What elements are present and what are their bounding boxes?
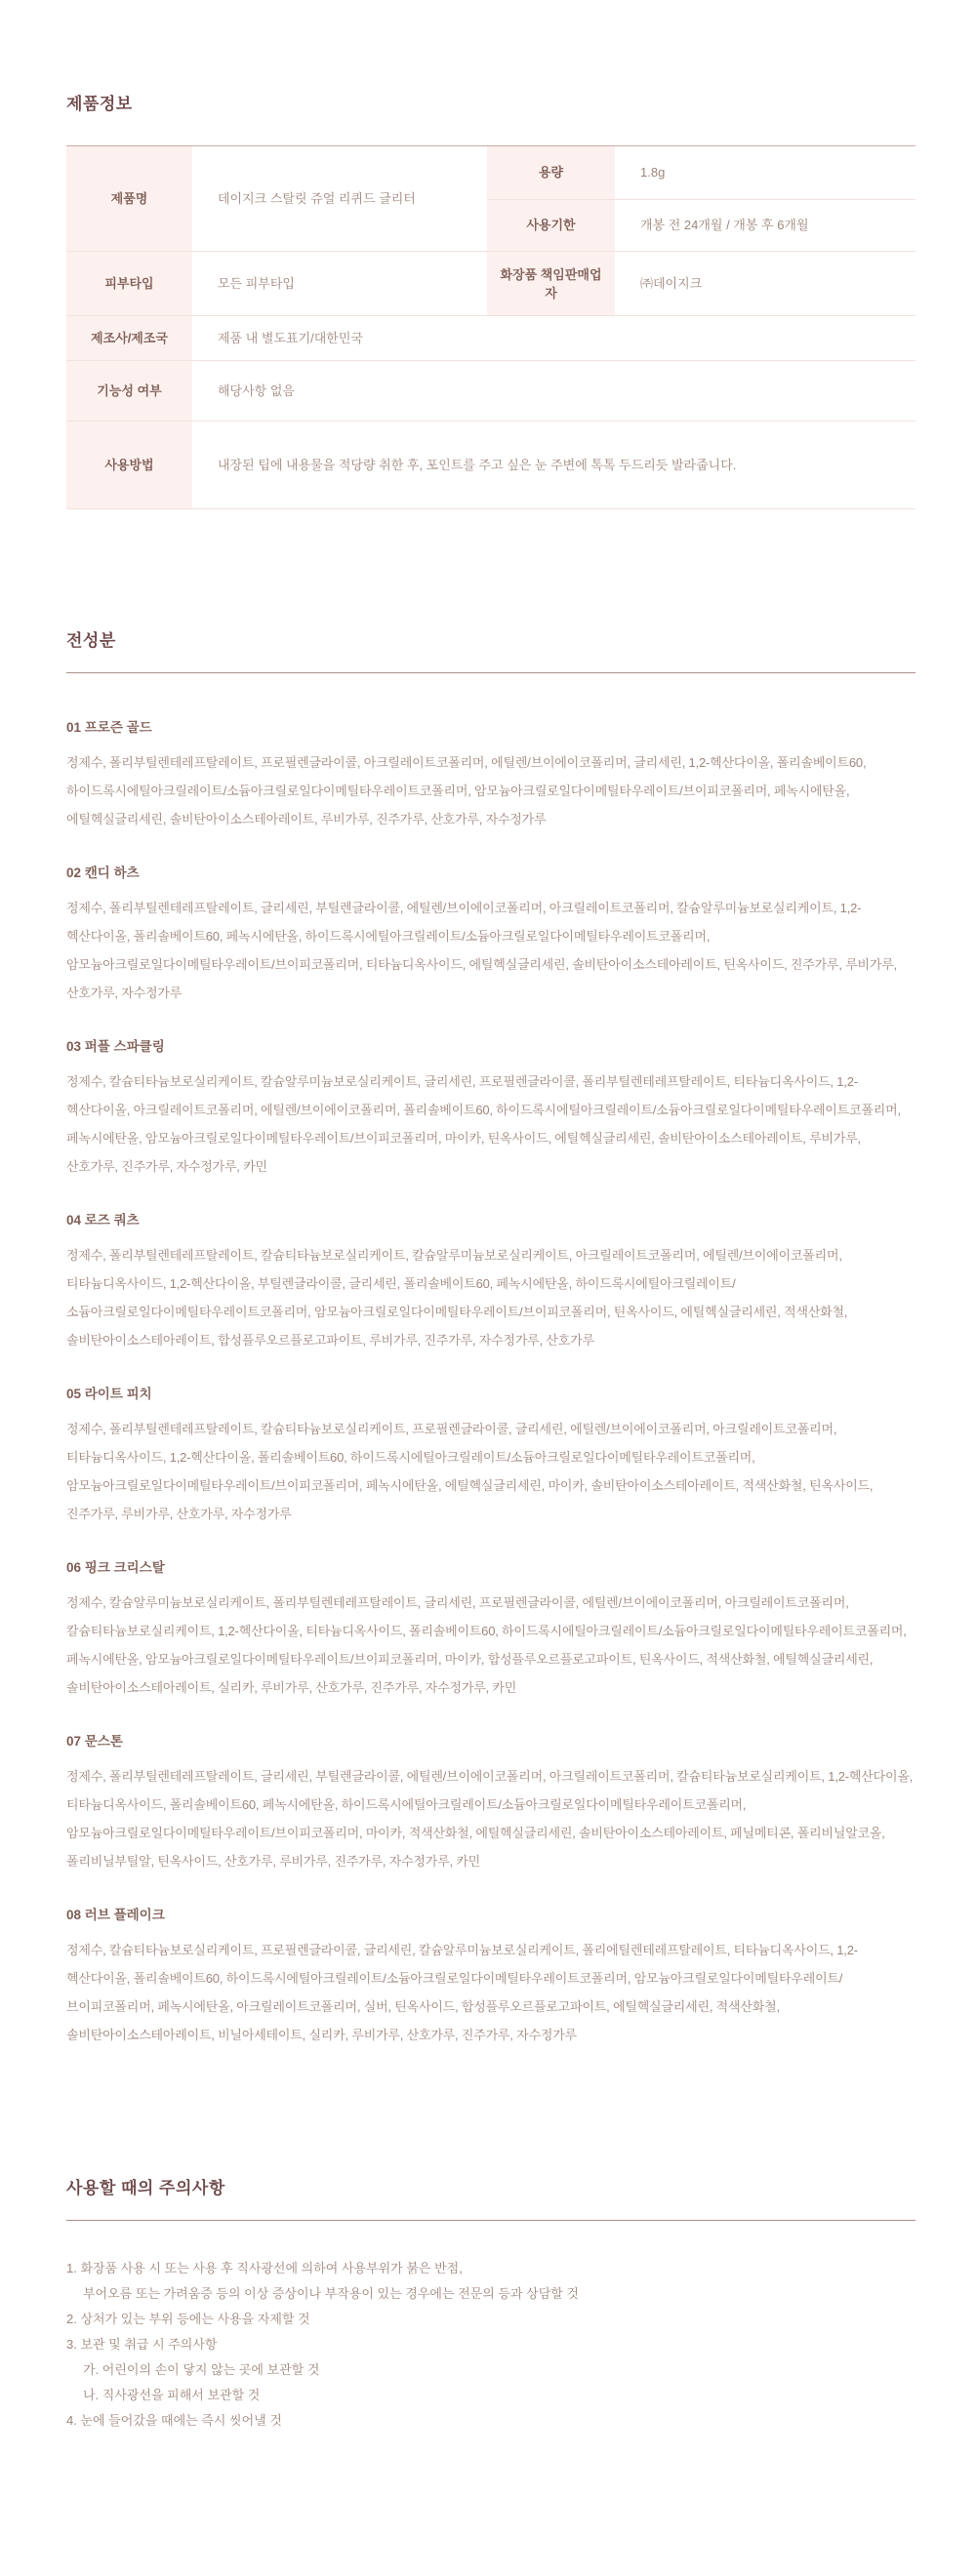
ingredient-group-06 bbox=[66, 1556, 915, 1702]
caution-line-3-sub-a: 가. 어린이의 손이 닿지 않는 곳에 보관할 것 bbox=[83, 2362, 320, 2377]
caution-line-1: 1. 화장품 사용 시 또는 사용 후 직사광선에 의하여 사용부위가 붉은 반점, bbox=[66, 2261, 463, 2275]
ingredient-group-text: 정제수, 칼슘티타늄보로실리케이트, 칼슘알루미늄보로실리케이트, 글리세린, 프로필렌글라이콜, 폴리부틸렌테레프탈레이트, 티타늄디옥사이드, 1,2-헥산다이올, 아크릴레이트코폴리머, 에틸렌/브이에이코폴리머, 폴리솔베이트60, 하이드록시에틸아크릴레이트/소듐아크릴로일다이메틸타우레이트코폴리머, 페녹시에탄올, 암모늄아크릴로일다이메틸타우레이트/브이피코폴리머, 마이카, 틴옥사이드, 에틸헥실글리세린, 솔비탄아이소스테아레이트, 루비가루, 산호가루, 진주가루, 자수정가루, 카민 bbox=[66, 1074, 901, 1174]
table-row-shelf-life bbox=[487, 199, 915, 252]
shelf-life-value: 개봉 전 24개월 / 개봉 후 6개월 bbox=[640, 217, 809, 232]
caution-line-2: 2. 상처가 있는 부위 등에는 사용을 자제할 것 bbox=[66, 2312, 310, 2326]
ingredient-group-name: 01 프로즌 골드 bbox=[66, 720, 152, 735]
ingredients-divider bbox=[66, 672, 915, 673]
ingredient-group-name: 07 문스톤 bbox=[66, 1734, 123, 1749]
ingredient-group-text: 정제수, 폴리부틸렌테레프탈레이트, 글리세린, 부틸렌글라이콜, 에틸렌/브이에이코폴리머, 아크릴레이트코폴리머, 칼슘티타늄보로실리케이트, 1,2-헥산다이올, 티타늄디옥사이드, 폴리솔베이트60, 페녹시에탄올, 하이드록시에틸아크릴레이트/소듐아크릴로일다이메틸타우레이트코폴리머, 암모늄아크릴로일다이메틸타우레이트/브이피코폴리머, 마이카, 적색산화철, 에틸헥실글리세린, 솔비탄아이소스테아레이트, 페닐메티콘, 폴리비닐알코올, 폴리비닐부틸알, 틴옥사이드, 산호가루, 루비가루, 진주가루, 자수정가루, 카민 bbox=[66, 1769, 914, 1869]
functional-label: 기능성 여부 bbox=[66, 361, 192, 421]
caution-line-4: 4. 눈에 들어갔을 때에는 즉시 씻어낼 것 bbox=[66, 2413, 282, 2428]
ingredient-group-04 bbox=[66, 1209, 915, 1354]
ingredient-group-name: 02 캔디 하츠 bbox=[66, 865, 140, 880]
usage-label: 사용방법 bbox=[66, 422, 192, 508]
product-info-section bbox=[66, 90, 915, 509]
cautions-section bbox=[66, 2174, 915, 2434]
functional-value: 해당사항 없음 bbox=[218, 382, 295, 398]
ingredient-group-text: 정제수, 폴리부틸렌테레프탈레이트, 글리세린, 부틸렌글라이콜, 에틸렌/브이에이코폴리머, 아크릴레이트코폴리머, 칼슘알루미늄보로실리케이트, 1,2-헥산다이올, 폴리솔베이트60, 페녹시에탄올, 하이드록시에틸아크릴레이트/소듐아크릴로일다이메틸타우레이트코폴리머, 암모늄아크릴로일다이메틸타우레이트/브이피코폴리머, 티타늄디옥사이드, 에틸헥실글리세린, 솔비탄아이소스테아레이트, 틴옥사이드, 진주가루, 루비가루, 산호가루, 자수정가루 bbox=[66, 901, 898, 1000]
volume-value: 1.8g bbox=[640, 164, 666, 180]
ingredient-group-text: 정제수, 칼슘티타늄보로실리케이트, 프로필렌글라이콜, 글리세린, 칼슘알루미늄보로실리케이트, 폴리에틸렌테레프탈레이트, 티타늄디옥사이드, 1,2-헥산다이올, 폴리솔베이트60, 하이드록시에틸아크릴레이트/소듐아크릴로일다이메틸타우레이트코폴리머, 암모늄아크릴로일다이메틸타우레이트/브이피코폴리머, 페녹시에탄올, 아크릴레이트코폴리머, 실버, 틴옥사이드, 합성플루오르플로고파이트, 에틸헥실글리세린, 적색산화철, 솔비탄아이소스테아레이트, 비닐아세테이트, 실리카, 루비가루, 산호가루, 진주가루, 자수정가루 bbox=[66, 1943, 858, 2042]
ingredient-group-02 bbox=[66, 862, 915, 1007]
ingredient-group-name: 04 로즈 쿼츠 bbox=[66, 1213, 140, 1228]
ingredient-group-name: 03 퍼플 스파클링 bbox=[66, 1039, 165, 1054]
ingredient-group-text: 정제수, 폴리부틸렌테레프탈레이트, 칼슘티타늄보로실리케이트, 칼슘알루미늄보로실리케이트, 아크릴레이트코폴리머, 에틸렌/브이에이코폴리머, 티타늄디옥사이드, 1,2-헥산다이올, 부틸렌글라이콜, 글리세린, 폴리솔베이트60, 페녹시에탄올, 하이드록시에틸아크릴레이트/소듐아크릴로일다이메틸타우레이트코폴리머, 암모늄아크릴로일다이메틸타우레이트/브이피코폴리머, 틴옥사이드, 에틸헥실글리세린, 적색산화철, 솔비탄아이소스테아레이트, 합성플루오르플로고파이트, 루비가루, 진주가루, 자수정가루, 산호가루 bbox=[66, 1248, 848, 1348]
ingredient-group-03 bbox=[66, 1035, 915, 1181]
table-row-usage bbox=[66, 422, 915, 509]
ingredient-group-text: 정제수, 폴리부틸렌테레프탈레이트, 칼슘티타늄보로실리케이트, 프로필렌글라이콜, 글리세린, 에틸렌/브이에이코폴리머, 아크릴레이트코폴리머, 티타늄디옥사이드, 1,2-헥산다이올, 폴리솔베이트60, 하이드록시에틸아크릴레이트/소듐아크릴로일다이메틸타우레이트코폴리머, 암모늄아크릴로일다이메틸타우레이트/브이피코폴리머, 페녹시에탄올, 에틸헥실글리세린, 마이카, 솔비탄아이소스테아레이트, 적색산화철, 틴옥사이드, 진주가루, 루비가루, 산호가루, 자수정가루 bbox=[66, 1422, 874, 1521]
skin-type-label: 피부타입 bbox=[66, 252, 192, 315]
manufacturer-value: 제품 내 별도표기/대한민국 bbox=[218, 330, 363, 345]
cautions-divider bbox=[66, 2220, 915, 2221]
ingredients-section bbox=[66, 626, 915, 2049]
usage-value: 내장된 팁에 내용물을 적당량 취한 후, 포인트를 주고 싶은 눈 주변에 톡톡 두드리듯 발라줍니다. bbox=[218, 457, 737, 472]
product-name-label: 제품명 bbox=[66, 146, 192, 251]
product-name-value: 데이지크 스탈릿 쥬얼 리퀴드 글리터 bbox=[218, 190, 416, 206]
caution-line-3: 3. 보관 및 취급 시 주의사항 bbox=[66, 2337, 218, 2352]
caution-line-3-sub-b: 나. 직사광선을 피해서 보관할 것 bbox=[83, 2388, 261, 2402]
ingredients-title: 전성분 bbox=[66, 631, 116, 650]
table-row-functional bbox=[66, 361, 915, 422]
ingredient-group-name: 05 라이트 피치 bbox=[66, 1387, 152, 1401]
table-row-skin-type-seller bbox=[66, 252, 915, 316]
table-row-volume bbox=[487, 146, 915, 199]
ingredient-group-08 bbox=[66, 1904, 915, 2049]
ingredient-group-01 bbox=[66, 716, 915, 833]
shelf-life-label: 사용기한 bbox=[487, 200, 615, 252]
table-row-product-name bbox=[66, 146, 915, 252]
table-row-manufacturer bbox=[66, 316, 915, 361]
ingredient-group-05 bbox=[66, 1383, 915, 1528]
ingredient-group-text: 정제수, 칼슘알루미늄보로실리케이트, 폴리부틸렌테레프탈레이트, 글리세린, 프로필렌글라이콜, 에틸렌/브이에이코폴리머, 아크릴레이트코폴리머, 칼슘티타늄보로실리케이트, 1,2-헥산다이올, 티타늄디옥사이드, 폴리솔베이트60, 하이드록시에틸아크릴레이트/소듐아크릴로일다이메틸타우레이트코폴리머, 페녹시에탄올, 암모늄아크릴로일다이메틸타우레이트/브이피코폴리머, 마이카, 합성플루오르플로고파이트, 틴옥사이드, 적색산화철, 에틸헥실글리세린, 솔비탄아이소스테아레이트, 실리카, 루비가루, 산호가루, 진주가루, 자수정가루, 카민 bbox=[66, 1595, 907, 1695]
volume-label: 용량 bbox=[487, 146, 615, 199]
ingredient-group-name: 08 러브 플레이크 bbox=[66, 1908, 165, 1922]
ingredient-group-text: 정제수, 폴리부틸렌테레프탈레이트, 프로필렌글라이콜, 아크릴레이트코폴리머, 에틸렌/브이에이코폴리머, 글리세린, 1,2-헥산다이올, 폴리솔베이트60, 하이드록시에틸아크릴레이트/소듐아크릴로일다이메틸타우레이트코폴리머, 암모늄아크릴로일다이메틸타우레이트/브이피코폴리머, 페녹시에탄올, 에틸헥실글리세린, 솔비탄아이소스테아레이트, 루비가루, 진주가루, 산호가루, 자수정가루 bbox=[66, 755, 867, 826]
manufacturer-label: 제조사/제조국 bbox=[66, 316, 192, 360]
volume-shelf-life-stack bbox=[487, 146, 915, 251]
seller-label: 화장품 책임판매업자 bbox=[487, 252, 615, 315]
caution-list bbox=[66, 2256, 915, 2434]
caution-line-1-continued: 부어오름 또는 가려움증 등의 이상 증상이나 부작용이 있는 경우에는 전문의 등과 상담할 것 bbox=[83, 2286, 579, 2301]
cautions-title: 사용할 때의 주의사항 bbox=[66, 2179, 225, 2197]
ingredient-group-name: 06 핑크 크리스탈 bbox=[66, 1560, 165, 1575]
product-info-title: 제품정보 bbox=[66, 95, 133, 113]
skin-type-value: 모든 피부타입 bbox=[218, 275, 295, 291]
seller-value: ㈜데이지크 bbox=[640, 275, 703, 291]
ingredient-group-07 bbox=[66, 1730, 915, 1875]
product-info-table bbox=[66, 145, 915, 509]
